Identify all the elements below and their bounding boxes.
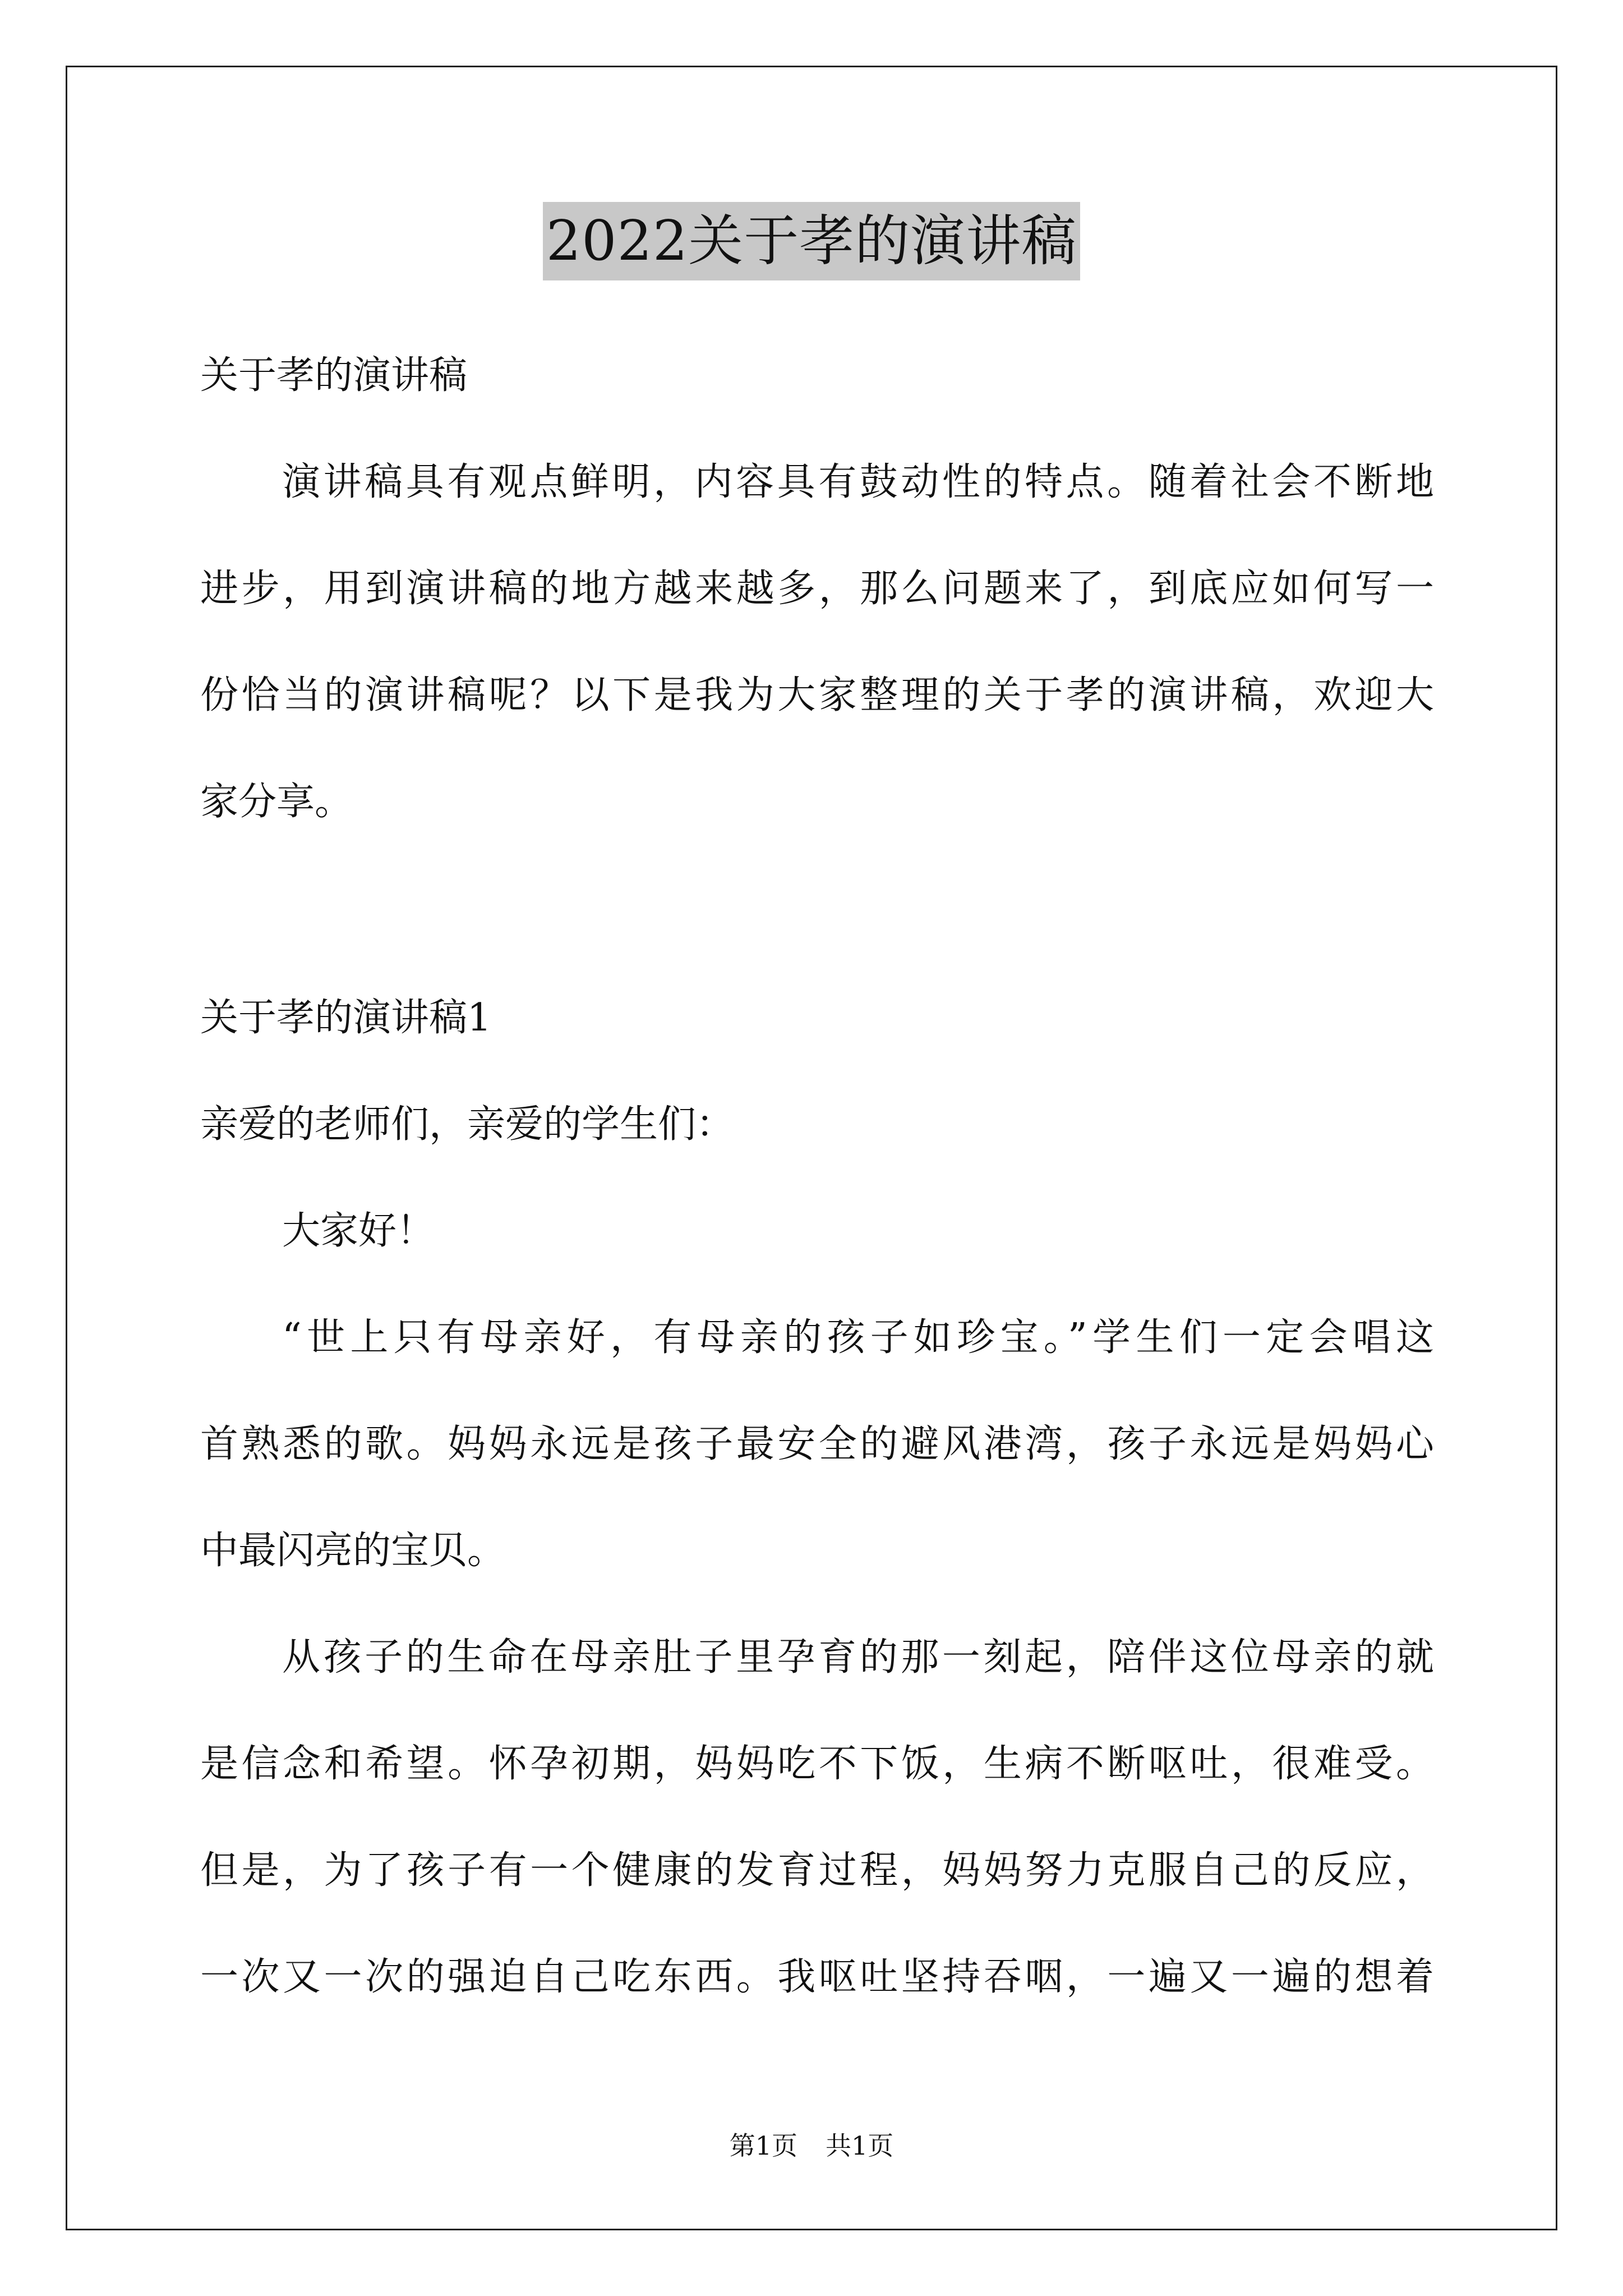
salutation: 亲爱的老师们，亲爱的学生们： bbox=[200, 1102, 735, 1147]
intro-heading: 关于孝的演讲稿 bbox=[200, 353, 468, 398]
page-footer bbox=[0, 2129, 1623, 2162]
page-total: 共1页 bbox=[826, 2131, 894, 2161]
para1-line-3: 中最闪亮的宝贝。 bbox=[200, 1529, 506, 1573]
intro-line-1: 演讲稿具有观点鲜明，内容具有鼓动性的特点。随着社会不断地 bbox=[282, 460, 1434, 504]
para2-line-2: 是信念和希望。怀孕初期，妈妈吃不下饭，生病不断呕吐，很难受。 bbox=[200, 1742, 1434, 1786]
page-number: 第1页 bbox=[729, 2131, 797, 2161]
para2-line-3: 但是，为了孩子有一个健康的发育过程，妈妈努力克服自己的反应， bbox=[200, 1848, 1434, 1893]
para1-line-1: “世上只有母亲好，有母亲的孩子如珍宝。”学生们一定会唱这 bbox=[282, 1315, 1434, 1360]
intro-line-3: 份恰当的演讲稿呢？以下是我为大家整理的关于孝的演讲稿，欢迎大 bbox=[200, 673, 1434, 717]
section-heading: 关于孝的演讲稿1 bbox=[200, 996, 492, 1040]
para1-line-2: 首熟悉的歌。妈妈永远是孩子最安全的避风港湾，孩子永远是妈妈心 bbox=[200, 1422, 1434, 1466]
para2-line-1: 从孩子的生命在母亲肚子里孕育的那一刻起，陪伴这位母亲的就 bbox=[282, 1635, 1434, 1680]
greeting: 大家好！ bbox=[282, 1209, 435, 1253]
document-title: 2022关于孝的演讲稿 bbox=[543, 202, 1080, 280]
intro-line-4: 家分享。 bbox=[200, 780, 353, 824]
document-title-container bbox=[0, 202, 1623, 280]
intro-line-2: 进步，用到演讲稿的地方越来越多，那么问题来了，到底应如何写一 bbox=[200, 567, 1434, 611]
para2-line-4: 一次又一次的强迫自己吃东西。我呕吐坚持吞咽，一遍又一遍的想着 bbox=[200, 1955, 1434, 1999]
